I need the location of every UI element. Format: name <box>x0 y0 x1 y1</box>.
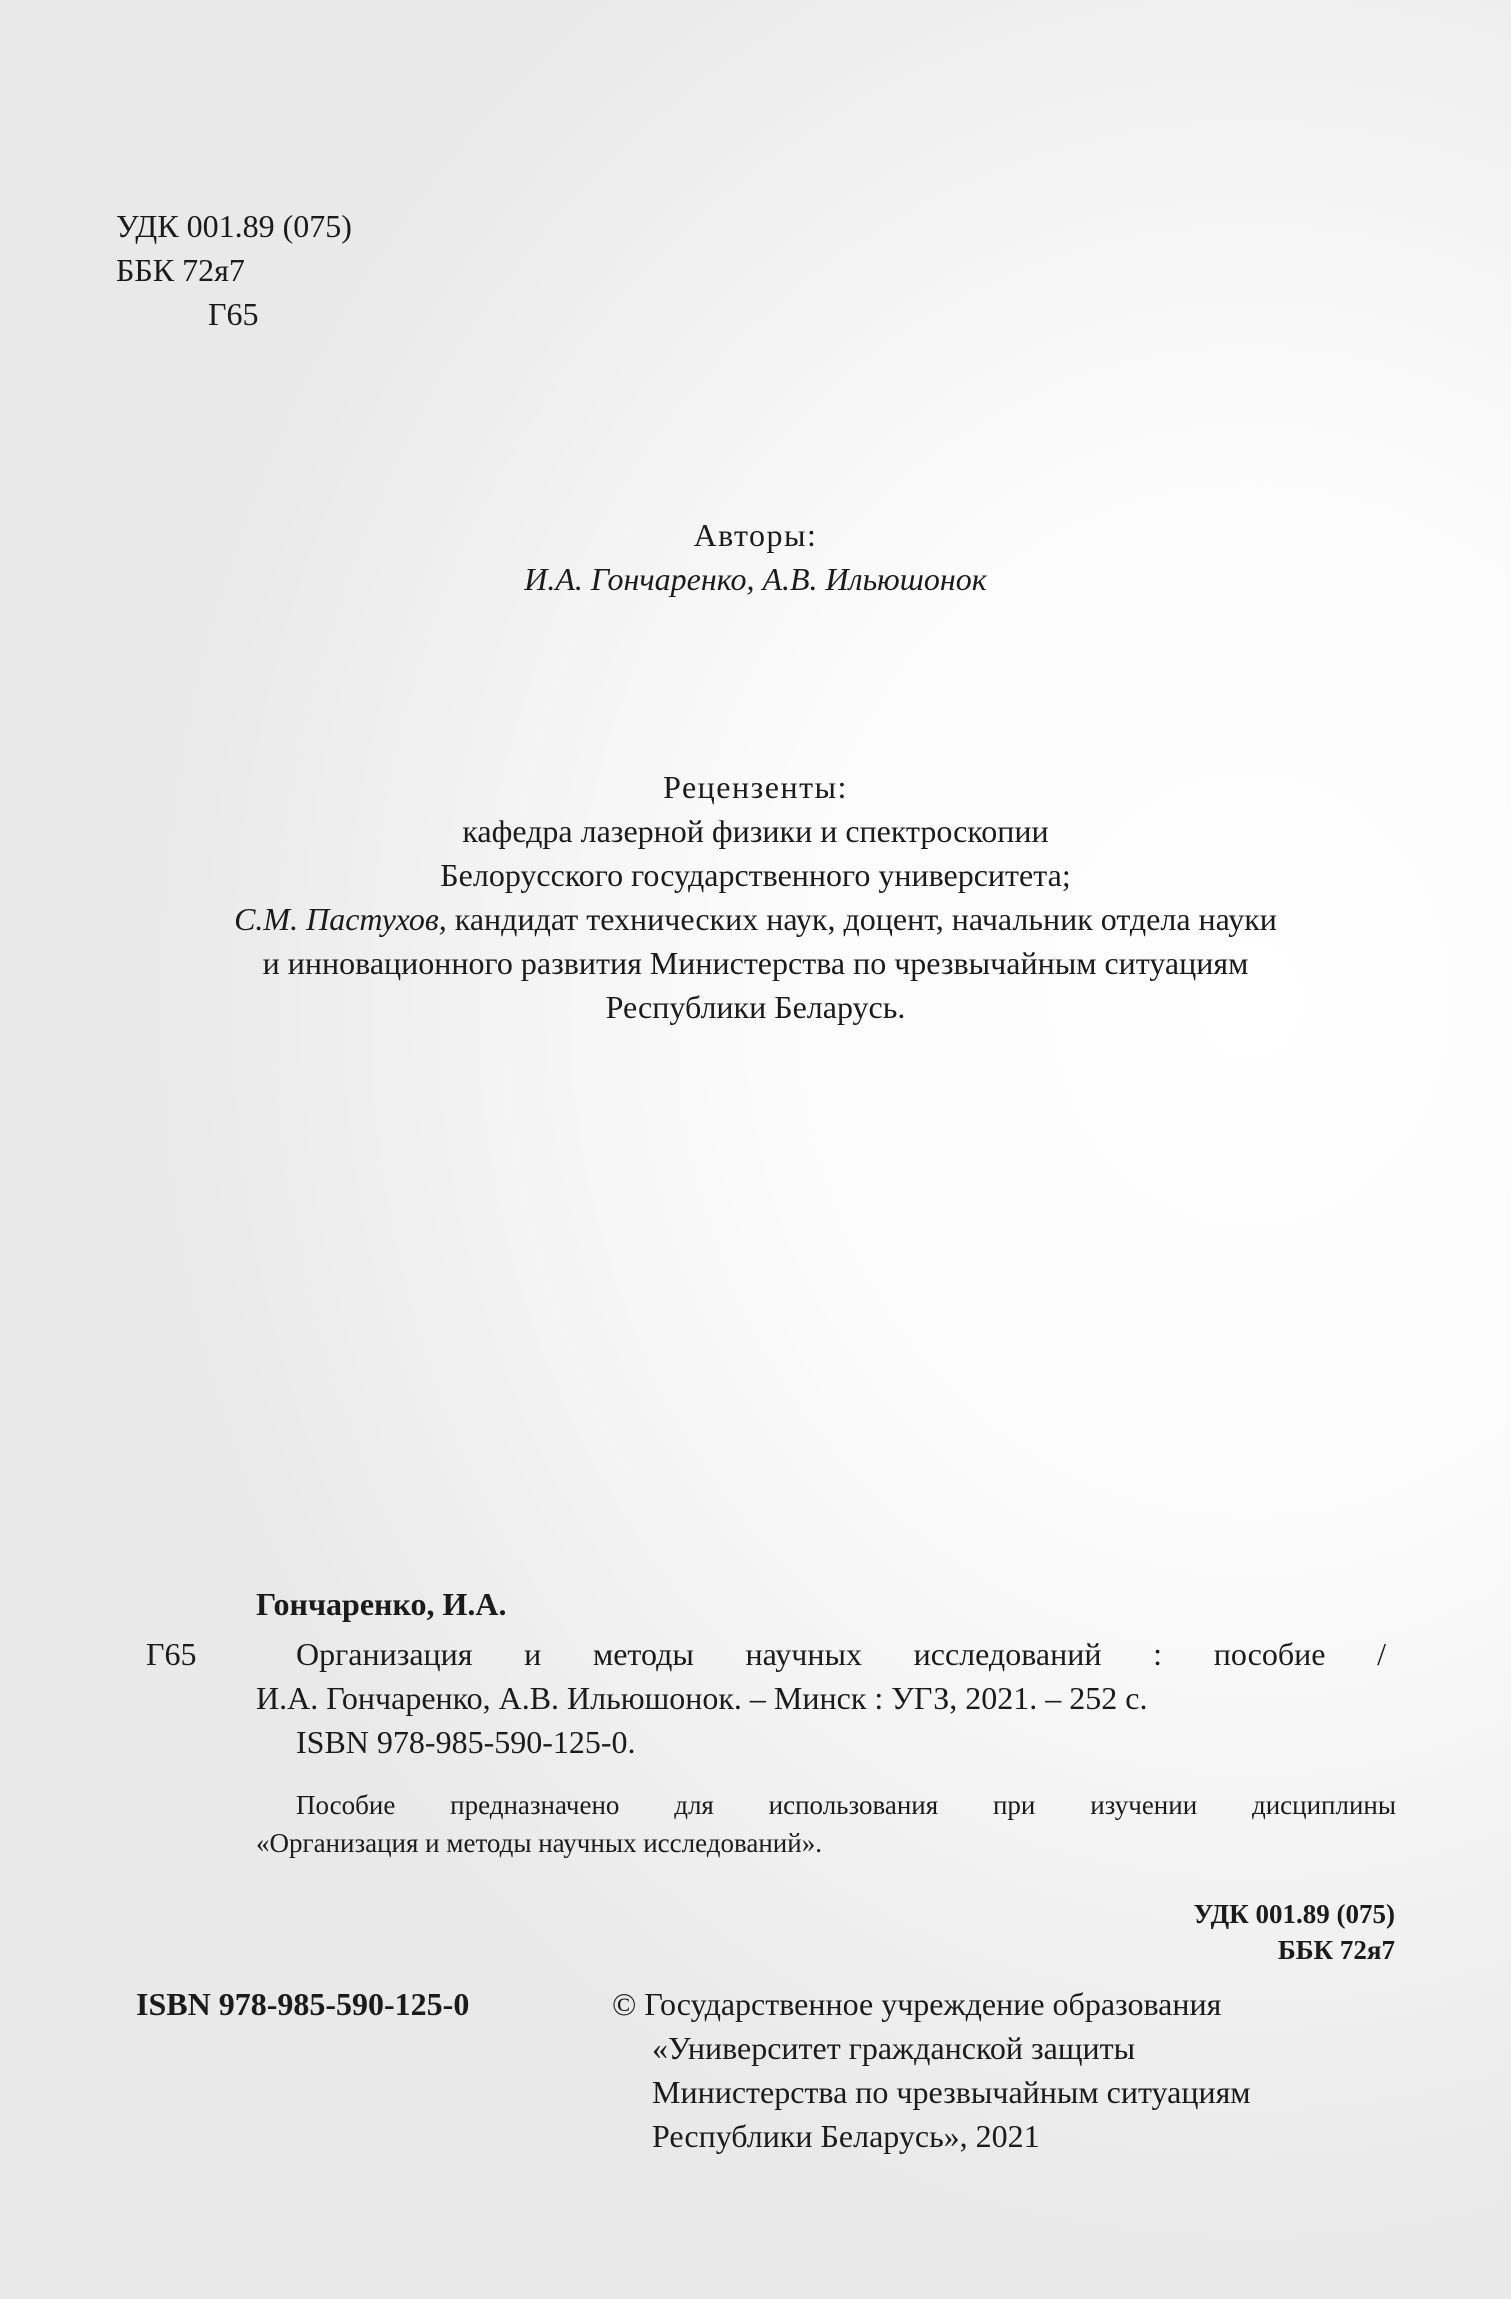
annotation-line-1: Пособие предназначено для использования при изучении дисциплины <box>296 1790 1396 1820</box>
bottom-index <box>1194 1896 1395 1968</box>
reviewer-line-5: Республики Беларусь. <box>605 989 906 1025</box>
authors-names: И.А. Гончаренко, А.В. Ильюшонок <box>524 561 987 597</box>
catalog-isbn: ISBN 978-985-590-125-0. <box>296 1724 636 1760</box>
reviewer-line-3 <box>0 899 1511 939</box>
catalog-author: Гончаренко, И.А. <box>256 1586 507 1622</box>
copyright-line-2: «Университет гражданской защиты <box>652 2030 1136 2066</box>
udk-index-top: УДК 001.89 (075) <box>116 208 352 244</box>
catalog-title-line-2: И.А. Гончаренко, А.В. Ильюшонок. – Минск : УГЗ, 2021. – 252 с. <box>256 1680 1148 1716</box>
copyright-line-1: © Государственное учреждение образования <box>612 1986 1222 2022</box>
annotation-line-2: «Организация и методы научных исследований». <box>256 1828 822 1858</box>
bbk-index-top: ББК 72я7 <box>116 252 245 288</box>
bbk-index-bottom: ББК 72я7 <box>1277 1935 1395 1965</box>
reviewer-title: кандидат технических наук, доцент, начальник отдела науки <box>446 901 1277 937</box>
catalog-author-mark: Г65 <box>146 1636 197 1672</box>
reviewer-name: С.М. Пастухов, <box>234 901 447 937</box>
reviewer-line-2: Белорусского государственного университета; <box>440 857 1071 893</box>
catalog-title-line-1: Организация и методы научных исследований : пособие / <box>296 1636 1386 1672</box>
reviewers-heading: Рецензенты: <box>663 769 848 805</box>
authors-heading: Авторы: <box>693 517 818 553</box>
reviewer-line-1: кафедра лазерной физики и спектроскопии <box>462 813 1049 849</box>
udk-index-bottom: УДК 001.89 (075) <box>1193 1899 1395 1929</box>
copyright-isbn: ISBN 978-985-590-125-0 <box>136 1986 470 2022</box>
author-mark-top: Г65 <box>208 296 259 332</box>
copyright-line-3: Министерства по чрезвычайным ситуациям <box>652 2074 1251 2110</box>
copyright-line-4: Республики Беларусь», 2021 <box>652 2118 1040 2154</box>
reviewer-line-4: и инновационного развития Министерства по чрезвычайным ситуациям <box>262 945 1249 981</box>
